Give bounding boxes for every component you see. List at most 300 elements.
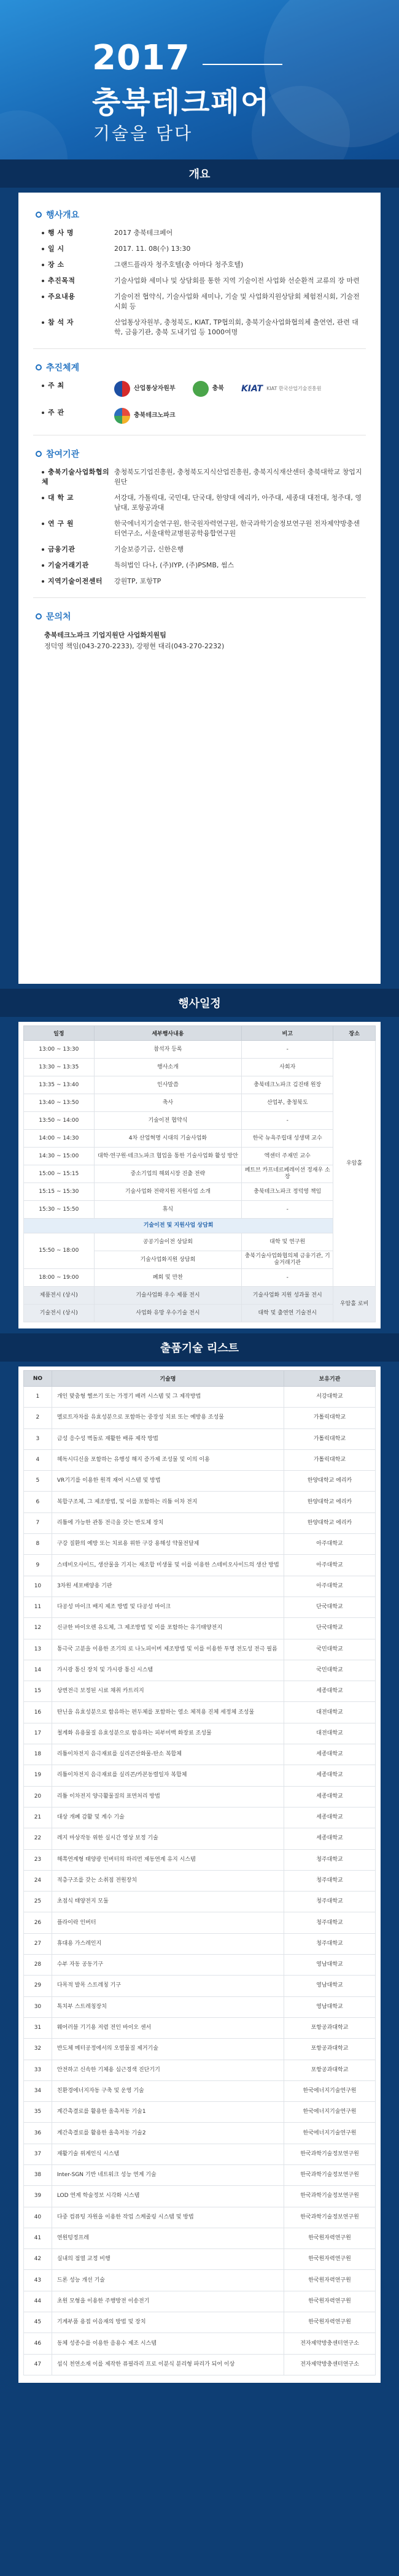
content-cell: 기술사업화 전략지원 지원사업 소개: [94, 1183, 242, 1201]
content-cell: 공공기술이전 상담회: [94, 1233, 242, 1251]
tech-name-cell: LOD 연계 학술정보 시각화 시스템: [52, 2186, 284, 2207]
bullet-icon: [42, 280, 44, 282]
tech-name-cell: VR기기를 이용한 원격 재어 시스템 및 방법: [52, 1471, 284, 1492]
no-cell: 2: [24, 1408, 52, 1428]
venue-cell: 우암홀: [333, 1041, 376, 1287]
tech-name-cell: 안전하고 신속한 기체용 심근경색 진단기기: [52, 2060, 284, 2080]
note-cell: 기술사업화 지원 성과물 전시: [242, 1287, 333, 1305]
event-label: 참 석 자: [42, 318, 114, 337]
no-cell: 47: [24, 2354, 52, 2375]
no-cell: 46: [24, 2333, 52, 2354]
no-cell: 39: [24, 2186, 52, 2207]
contact-info: [44, 630, 366, 652]
event-value: 기술사업화 세미나 및 상담회를 통한 지역 기술이전 사업화 선순환적 교류의 장 마련: [114, 277, 360, 285]
logo-chungbuk: 충북: [193, 381, 224, 397]
org-cell: 세종대학교: [284, 1786, 376, 1807]
participant-value: 특허법인 다나, (주)IYP, (주)PSMB, 썸스: [114, 561, 234, 569]
table-row: [24, 1955, 376, 1976]
overview-card: [18, 193, 381, 984]
org-cell: 전자제약방충센터연구소: [284, 2333, 376, 2354]
table-row: [24, 1828, 376, 1849]
table-row: [24, 1471, 376, 1492]
event-label: 장 소: [42, 260, 114, 270]
content-cell: 대학·연구원·테크노파크 협업을 통한 기술사업화 활성 방안: [94, 1148, 242, 1165]
tech-name-cell: 대상 개폐 감활 및 계수 기술: [52, 1807, 284, 1828]
tech-name-cell: 리튬이차전지 음극재료를 실리콘/카본동렬일자 복합체: [52, 1765, 284, 1786]
content-cell: 기술사업화지원 상담회: [94, 1251, 242, 1269]
time-cell: 13:30 ~ 13:35: [24, 1059, 95, 1076]
table-row: [24, 1201, 376, 1219]
content-cell: 참석자 등록: [94, 1041, 242, 1059]
event-label: 행 사 명: [42, 228, 114, 238]
org-cell: 단국대학교: [284, 1597, 376, 1617]
no-cell: 32: [24, 2039, 52, 2060]
time-cell: 13:35 ~ 13:40: [24, 1076, 95, 1094]
org-cell: 아주대학교: [284, 1555, 376, 1576]
tech-name-cell: Inter-SGN 기반 네트워크 성능 연계 기술: [52, 2164, 284, 2185]
section-header-schedule: [0, 989, 399, 1017]
time-cell: 15:50 ~ 18:00: [24, 1233, 95, 1269]
table-row: [24, 2123, 376, 2144]
circle-bullet-icon: [36, 364, 42, 370]
tech-name-cell: 적층구조를 갖는 소취점 전원장치: [52, 1870, 284, 1891]
org-cell: 한국과학기술정보연구원: [284, 2186, 376, 2207]
table-row: [24, 1492, 376, 1512]
bullet-icon: [42, 580, 44, 583]
org-cell: 단국대학교: [284, 1618, 376, 1639]
event-row: [42, 292, 366, 312]
note-cell: 충북기술사업화협의체 금융기관, 기술거래기관: [242, 1251, 333, 1269]
org-cell: 청주대학교: [284, 1849, 376, 1870]
participant-label: 금융기관: [42, 545, 114, 554]
tech-name-cell: 동체 성종수를 이용한 음용수 제조 시스템: [52, 2333, 284, 2354]
no-cell: 44: [24, 2291, 52, 2312]
org-cell: 한국과학기술정보연구원: [284, 2164, 376, 2185]
no-cell: 31: [24, 2017, 52, 2038]
no-cell: 27: [24, 1933, 52, 1954]
note-cell: 페트브 카프네르페레이션 정재우 소장: [242, 1165, 333, 1183]
time-cell: 13:50 ~ 14:00: [24, 1112, 95, 1130]
tech-name-cell: 다목적 발목 스트레칭 기구: [52, 1976, 284, 1996]
org-cell: 한국에너지기술연구원: [284, 2102, 376, 2123]
column-header: 장소: [333, 1026, 376, 1041]
no-cell: 35: [24, 2102, 52, 2123]
event-label: 일 시: [42, 244, 114, 254]
event-overview-list: [33, 228, 366, 337]
tech-name-cell: 가시광 통신 장치 및 가시광 통신 시스템: [52, 1660, 284, 1681]
event-row: [42, 244, 366, 254]
table-row: [24, 1807, 376, 1828]
time-cell: 제품전시 (상시): [24, 1287, 95, 1305]
hero-rule: [203, 64, 282, 65]
tech-name-cell: 휴대용 가스레인지: [52, 1933, 284, 1954]
no-cell: 40: [24, 2207, 52, 2228]
table-row: [24, 1892, 376, 1912]
table-row: [24, 1681, 376, 1702]
no-cell: 6: [24, 1492, 52, 1512]
participant-label: 지역기술이전센터: [42, 577, 114, 586]
no-cell: 24: [24, 1870, 52, 1891]
participant-value: 강원TP, 포항TP: [114, 577, 161, 585]
tech-name-cell: 플라이락 인버터: [52, 1912, 284, 1933]
no-cell: 21: [24, 1807, 52, 1828]
org-cell: 한양대학교 에리카: [284, 1492, 376, 1512]
logo-motie: 산업통상자원부: [114, 381, 176, 397]
circle-bullet-icon: [36, 212, 42, 218]
table-row: [24, 2291, 376, 2312]
hero-subtitle: 기술을 담다: [93, 123, 193, 144]
no-cell: 26: [24, 1912, 52, 1933]
circle-bullet-icon: [36, 451, 42, 457]
participant-row: [42, 545, 366, 554]
org-cell: 국민대학교: [284, 1639, 376, 1660]
no-cell: 4: [24, 1449, 52, 1470]
venue-cell: 우암홀 로비: [333, 1287, 376, 1322]
tech-name-cell: 통극국 고분을 이용한 조기의 로 나노피이버 제조방법 및 이를 이용한 투명 전도성 전극 필름: [52, 1639, 284, 1660]
table-row: [24, 1555, 376, 1576]
time-cell: 13:00 ~ 13:30: [24, 1041, 95, 1059]
table-row: [24, 1660, 376, 1681]
time-cell: 14:30 ~ 15:00: [24, 1148, 95, 1165]
table-row: [24, 2333, 376, 2354]
content-cell: 축사: [94, 1094, 242, 1112]
org-cell: 가톨릭대학교: [284, 1449, 376, 1470]
participant-label: 대 학 교: [42, 493, 114, 513]
org-host-row: 주 최 산업통상자원부 충북 KIAT KIAT 한국산업기술진흥원: [42, 381, 366, 397]
note-cell: -: [242, 1201, 333, 1219]
table-row: [24, 1428, 376, 1449]
org-cell: 한국원자력연구원: [284, 2249, 376, 2270]
tech-name-cell: 계간촉결로를 활용한 올촉저동 기술2: [52, 2123, 284, 2144]
bullet-icon: [42, 548, 44, 551]
logo-kiat: KIAT KIAT 한국산업기술진흥원: [241, 384, 322, 394]
tech-name-cell: 구강 질환의 예방 또는 치료용 위한 구강 용해성 약물전달제: [52, 1534, 284, 1555]
org-cell: 한국원자력연구원: [284, 2270, 376, 2291]
bullet-icon: [42, 564, 44, 567]
org-cell: 한국과학기술정보연구원: [284, 2144, 376, 2164]
circle-bullet-icon: [36, 613, 42, 619]
content-cell: 사업화 유망 우수기술 전시: [94, 1305, 242, 1322]
event-value: 기술이전 협약식, 기술사업화 세미나, 기술 및 사업화지원상담회 체험전시회, 기술전시회 등: [114, 293, 360, 310]
time-cell: 14:00 ~ 14:30: [24, 1130, 95, 1148]
divider: [33, 348, 366, 349]
org-cell: 청주대학교: [284, 1892, 376, 1912]
table-row: [24, 1148, 376, 1165]
tech-card: [18, 1367, 381, 2383]
event-row: [42, 276, 366, 286]
section-title: 개요: [188, 168, 211, 181]
bullet-icon: [42, 296, 44, 298]
tech-name-cell: 다중 컴퓨팅 자원을 이용한 작업 스케줄링 시스템 및 방법: [52, 2207, 284, 2228]
org-cell: 청주대학교: [284, 1870, 376, 1891]
content-cell: 4차 산업혁명 시대의 기술사업화: [94, 1130, 242, 1148]
bullet-icon: [42, 497, 44, 499]
content-cell: 인사말씀: [94, 1076, 242, 1094]
content-cell: 기술사업화 우수 제품 전시: [94, 1287, 242, 1305]
time-cell: 13:40 ~ 13:50: [24, 1094, 95, 1112]
section-header-overview: [0, 159, 399, 188]
table-row: [24, 1233, 376, 1251]
org-cell: 한국원자력연구원: [284, 2228, 376, 2248]
schedule-card: [18, 1022, 381, 1328]
tech-name-cell: 철계화 유용물질 유효성분으로 함유하는 피부미백 화장료 조성물: [52, 1723, 284, 1744]
table-row: [24, 1287, 376, 1305]
contact-org: 충북테크노파크 기업지원단 사업화지원팀: [44, 631, 166, 639]
tech-name-cell: 드론 성능 개선 기술: [52, 2270, 284, 2291]
tech-name-cell: 리튬이차전지 음극재료를 실리콘산화물-탄소 복합체: [52, 1744, 284, 1765]
tech-name-cell: 계간촉결로를 활용한 올촉저동 기술1: [52, 2102, 284, 2123]
tech-name-cell: 섭식 천연소재 이를 제작한 퓨필라리 프로 이분식 분리형 파리가 되어 이상: [52, 2354, 284, 2375]
table-row: [24, 2207, 376, 2228]
section-title: 행사일정: [178, 997, 221, 1010]
tech-name-cell: 스테비오사이드, 생산물을 기지는 재조합 미생물 및 이를 이용한 스테비오사이드의 생산 방법: [52, 1555, 284, 1576]
no-cell: 10: [24, 1576, 52, 1597]
no-cell: 20: [24, 1786, 52, 1807]
no-cell: 16: [24, 1702, 52, 1723]
tech-name-cell: 레지 마상작동 위한 실시간 영상 보정 기술: [52, 1828, 284, 1849]
note-cell: 대학 및 출연연 기술전시: [242, 1305, 333, 1322]
event-row: [42, 318, 366, 337]
column-header: 기술명: [52, 1371, 284, 1387]
no-cell: 18: [24, 1744, 52, 1765]
tech-table: [23, 1370, 376, 2375]
table-row: [24, 1408, 376, 1428]
tech-name-cell: 초점식 태양전지 모듈: [52, 1892, 284, 1912]
note-cell: -: [242, 1041, 333, 1059]
org-cell: 세종대학교: [284, 1828, 376, 1849]
note-cell: 엑센터 주재민 교수: [242, 1148, 333, 1165]
org-cell: 전자제약방충센터연구소: [284, 2354, 376, 2375]
bullet-icon: [42, 321, 44, 324]
participant-value: 한국에너지기술연구원, 한국원자력연구원, 한국과학기술정보연구원 전자제약방충센터연구소, 서울대학교병원공학융합연구원: [114, 519, 360, 537]
no-cell: 33: [24, 2060, 52, 2080]
event-label: 추진목적: [42, 276, 114, 286]
note-cell: 충북테크노파크 김진태 원장: [242, 1076, 333, 1094]
participant-label: 충북기술사업화협의체: [42, 468, 110, 486]
content-cell: 중소기업의 해외시장 진출 전략: [94, 1165, 242, 1183]
table-row: [24, 1165, 376, 1183]
event-overview-heading: 행사개요: [36, 209, 366, 221]
table-row: [24, 1912, 376, 1933]
divider: [33, 597, 366, 598]
schedule-band: 기술이전 및 지원사업 상담회: [24, 1219, 376, 1233]
table-row: [24, 1387, 376, 1408]
column-header: 일정: [24, 1026, 95, 1041]
event-value: 그랜드플라자 청주호텔(충 아마다 청주호텔): [114, 261, 244, 269]
table-row: [24, 1183, 376, 1201]
table-row: [24, 1976, 376, 1996]
no-cell: 37: [24, 2144, 52, 2164]
no-cell: 42: [24, 2249, 52, 2270]
table-row: [24, 1094, 376, 1112]
org-cell: 포항공과대학교: [284, 2017, 376, 2038]
time-cell: 기술전시 (상시): [24, 1305, 95, 1322]
participants-list: [33, 467, 366, 586]
no-cell: 17: [24, 1723, 52, 1744]
table-row: [24, 2186, 376, 2207]
tech-name-cell: 리튬에 가능한 관통 전극을 갖는 반도체 장치: [52, 1512, 284, 1533]
participant-row: [42, 493, 366, 513]
org-cell: 포항공과대학교: [284, 2039, 376, 2060]
table-row: [24, 1269, 376, 1287]
org-cell: 영남대학교: [284, 1996, 376, 2017]
participant-label: 기술거래기관: [42, 561, 114, 570]
participant-row: [42, 467, 366, 487]
no-cell: 19: [24, 1765, 52, 1786]
tech-name-cell: 멜로트자차를 유효성분으로 포함하는 중장성 치료 또는 예방용 조성물: [52, 1408, 284, 1428]
table-row: [24, 2017, 376, 2038]
participant-row: [42, 561, 366, 570]
table-row: [24, 2270, 376, 2291]
no-cell: 28: [24, 1955, 52, 1976]
table-row: [24, 1639, 376, 1660]
contact-people: 정덕영 책임(043-270-2233), 강평현 대리(043-270-2232): [44, 642, 225, 650]
tech-name-cell: 다공성 마이크 배지 제조 방법 및 다공성 마이크: [52, 1597, 284, 1617]
event-label: 주요내용: [42, 292, 114, 312]
org-cell: 세종대학교: [284, 1681, 376, 1702]
no-cell: 12: [24, 1618, 52, 1639]
tech-name-cell: 톡치부 스트레칭장치: [52, 1996, 284, 2017]
table-row: [24, 1059, 376, 1076]
note-cell: 충북테크노파크 정덕영 책임: [242, 1183, 333, 1201]
org-cell: 아주대학교: [284, 1534, 376, 1555]
participant-value: 서강대, 가톨릭대, 국민대, 단국대, 한양대 에리카, 아주대, 세종대 대전대, 청주대, 영남대, 포항공과대: [114, 494, 362, 512]
no-cell: 9: [24, 1555, 52, 1576]
table-row: [24, 2060, 376, 2080]
tech-name-cell: 탄닌을 유효성분으로 함유하는 편두체를 포함하는 염소 체적용 진체 세정체 조성물: [52, 1702, 284, 1723]
table-row: [24, 2039, 376, 2060]
note-cell: -: [242, 1112, 333, 1130]
time-cell: 15:15 ~ 15:30: [24, 1183, 95, 1201]
org-cell: 아주대학교: [284, 1576, 376, 1597]
no-cell: 36: [24, 2123, 52, 2144]
tech-name-cell: 리튬 이차전지 양극활물질의 표면처리 방법: [52, 1786, 284, 1807]
schedule-table: [23, 1025, 376, 1322]
table-row: [24, 1597, 376, 1617]
time-cell: 15:30 ~ 15:50: [24, 1201, 95, 1219]
table-row: [24, 1576, 376, 1597]
section-header-tech: [0, 1333, 399, 1362]
participant-label: 연 구 원: [42, 519, 114, 539]
tech-name-cell: 3차원 세포배양용 기판: [52, 1576, 284, 1597]
org-organizer-row: 주 관 충북테크노파크: [42, 408, 366, 424]
org-cell: 가톨릭대학교: [284, 1408, 376, 1428]
logo-cbtp: 충북테크노파크: [114, 408, 176, 424]
tech-name-cell: 상변전극 보정된 시료 채취 카트리지: [52, 1681, 284, 1702]
table-row: [24, 2312, 376, 2333]
org-cell: 세종대학교: [284, 1765, 376, 1786]
no-cell: 34: [24, 2080, 52, 2101]
no-cell: 1: [24, 1387, 52, 1408]
bullet-icon: [42, 523, 44, 525]
org-cell: 세종대학교: [284, 1744, 376, 1765]
bullet-icon: [42, 264, 44, 266]
table-row: [24, 1996, 376, 2017]
org-cell: 한국원자력연구원: [284, 2312, 376, 2333]
column-header: NO: [24, 1371, 52, 1387]
bullet-icon: [42, 248, 44, 250]
org-cell: 서강대학교: [284, 1387, 376, 1408]
no-cell: 43: [24, 2270, 52, 2291]
no-cell: 25: [24, 1892, 52, 1912]
tech-name-cell: 반도체 메터공정에서의 오염물질 제거기술: [52, 2039, 284, 2060]
table-row: [24, 1618, 376, 1639]
participant-row: [42, 519, 366, 539]
participants-heading: 참여기관: [36, 448, 366, 460]
contact-heading: 문의처: [36, 610, 366, 623]
org-cell: 가톨릭대학교: [284, 1428, 376, 1449]
column-header: 비고: [242, 1026, 333, 1041]
no-cell: 23: [24, 1849, 52, 1870]
no-cell: 30: [24, 1996, 52, 2017]
table-row: [24, 1849, 376, 1870]
note-cell: 한국 뉴욕주립대 성생택 교수: [242, 1130, 333, 1148]
tech-name-cell: 실내의 점열 교정 비행: [52, 2249, 284, 2270]
event-row: [42, 260, 366, 270]
hero-title: 충북테크페어: [92, 85, 271, 120]
no-cell: 13: [24, 1639, 52, 1660]
participant-row: [42, 577, 366, 586]
bullet-icon: [42, 232, 44, 234]
no-cell: 8: [24, 1534, 52, 1555]
no-cell: 14: [24, 1660, 52, 1681]
table-row: [24, 2102, 376, 2123]
table-row: [24, 1130, 376, 1148]
org-cell: 청주대학교: [284, 1912, 376, 1933]
org-cell: 대전대학교: [284, 1702, 376, 1723]
decor-circle: [0, 110, 68, 159]
event-value: 2017. 11. 08(수) 13:30: [114, 245, 191, 253]
org-cell: 청주대학교: [284, 1933, 376, 1954]
section-title: 출품기술 리스트: [160, 1342, 239, 1355]
org-cell: 한양대학교 에리카: [284, 1512, 376, 1533]
time-cell: 18:00 ~ 19:00: [24, 1269, 95, 1287]
org-cell: 한국원자력연구원: [284, 2291, 376, 2312]
column-header: 세부행사내용: [94, 1026, 242, 1041]
org-cell: 한국과학기술정보연구원: [284, 2207, 376, 2228]
table-row: [24, 1765, 376, 1786]
table-row: [24, 1076, 376, 1094]
org-cell: 한양대학교 에리카: [284, 1471, 376, 1492]
tech-name-cell: 재활기술 위계인식 시스템: [52, 2144, 284, 2164]
no-cell: 7: [24, 1512, 52, 1533]
content-cell: 기술이전 협약식: [94, 1112, 242, 1130]
table-row: [24, 1723, 376, 1744]
table-row: [24, 1744, 376, 1765]
organization-heading: 추진체계: [36, 361, 366, 374]
table-row: [24, 2080, 376, 2101]
table-row: [24, 1305, 376, 1322]
org-cell: 국민대학교: [284, 1660, 376, 1681]
no-cell: 38: [24, 2164, 52, 2185]
content-cell: 휴식: [94, 1201, 242, 1219]
no-cell: 29: [24, 1976, 52, 1996]
table-row: [24, 1933, 376, 1954]
tech-name-cell: 초원 모형을 이용한 주행방전 이송전기: [52, 2291, 284, 2312]
hero-banner: [0, 0, 399, 159]
bullet-icon: [42, 471, 44, 473]
org-cell: 포항공과대학교: [284, 2060, 376, 2080]
no-cell: 11: [24, 1597, 52, 1617]
event-value: 2017 충북테크페어: [114, 229, 173, 237]
tech-name-cell: 웨어러블 기기용 저렴 전인 바이오 센서: [52, 2017, 284, 2038]
note-cell: -: [242, 1269, 333, 1287]
note-cell: 대학 및 연구원: [242, 1233, 333, 1251]
table-row: [24, 1512, 376, 1533]
org-cell: 대전대학교: [284, 1723, 376, 1744]
table-row: [24, 1702, 376, 1723]
org-cell: 영남대학교: [284, 1955, 376, 1976]
